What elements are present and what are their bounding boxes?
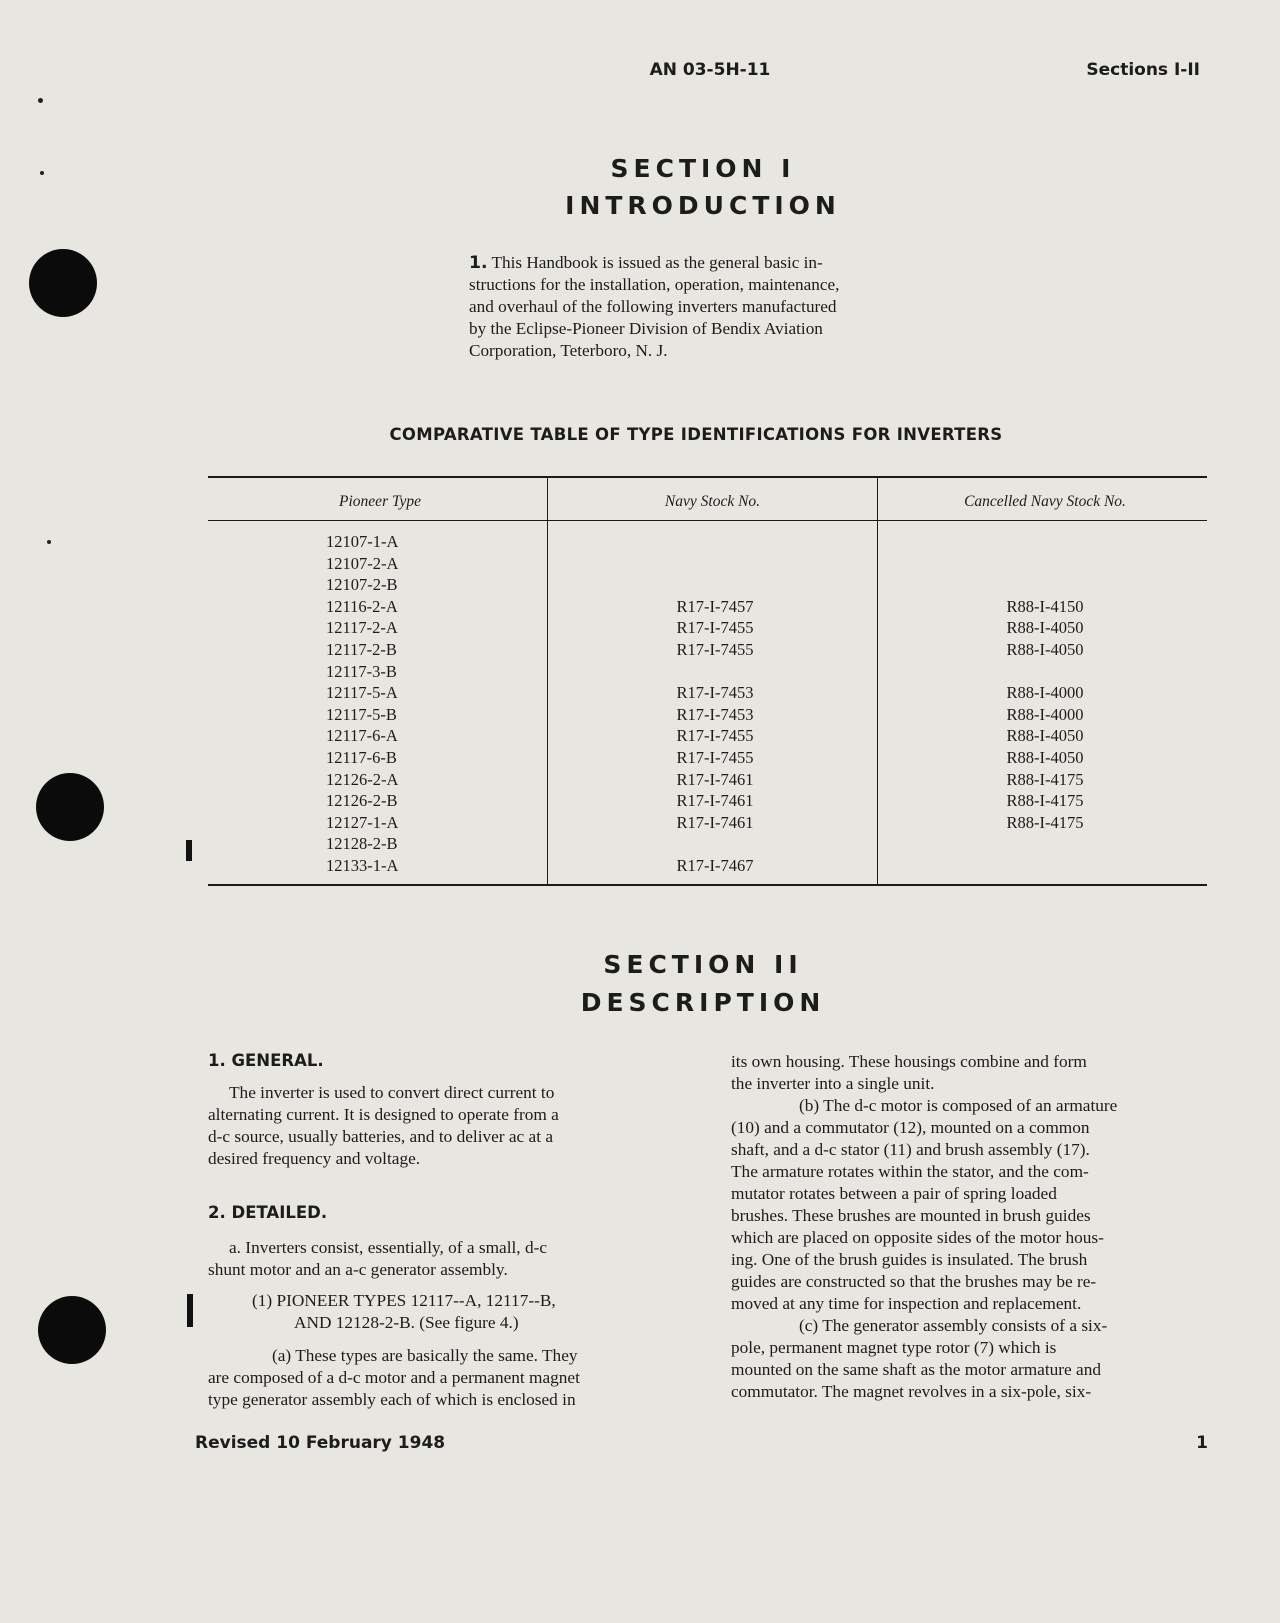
pioneer-type-cell: 12117-3-B <box>326 661 397 681</box>
intro-line: by the Eclipse-Pioneer Division of Bendix Aviation <box>469 319 823 338</box>
margin-mark <box>47 540 51 544</box>
pioneer-type-cell: 12117-2-A <box>326 618 398 638</box>
text-line: The inverter is used to convert direct current to <box>229 1083 555 1102</box>
pioneer-type-cell: 12128-2-B <box>326 834 398 854</box>
table-bottom-rule <box>208 884 1207 886</box>
cancelled-stock-cell: R88-I-4050 <box>1006 726 1084 746</box>
table-top-rule <box>208 476 1207 478</box>
navy-stock-cell: R17-I-7455 <box>676 640 754 659</box>
pioneer-types-subheading <box>252 1290 686 1334</box>
cancelled-stock-cell: R88-I-4175 <box>1006 812 1084 832</box>
general-heading: 1. GENERAL. <box>208 1051 324 1070</box>
text-line: (a) These types are basically the same. They <box>272 1346 578 1365</box>
sections-label: Sections I-II <box>1086 60 1200 80</box>
text-line: d-c source, usually batteries, and to deliver ac at a <box>208 1127 554 1146</box>
text-line: shunt motor and an a-c generator assembly. <box>208 1260 508 1279</box>
binder-hole-bottom <box>38 1296 106 1364</box>
revision-date: Revised 10 February 1948 <box>195 1433 446 1453</box>
pioneer-type-cell: 12107-2-A <box>326 553 399 573</box>
text-line: are composed of a d-c motor and a permanent magnet <box>208 1368 580 1387</box>
pioneer-type-cell: 12107-2-B <box>326 575 398 595</box>
navy-stock-cell: R17-I-7467 <box>676 856 754 875</box>
pioneer-type-cell: 12133-1-A <box>326 856 399 875</box>
section-2-title: DESCRIPTION <box>580 988 826 1017</box>
cancelled-stock-cell: R88-I-4050 <box>1006 748 1084 767</box>
pioneer-type-cell: 12117-5-A <box>326 683 398 703</box>
navy-stock-cell: R17-I-7461 <box>676 769 754 789</box>
navy-stock-cell: R17-I-7453 <box>676 704 754 724</box>
text-line: a. Inverters consist, essentially, of a small, d-c <box>229 1238 548 1257</box>
margin-mark <box>38 98 43 103</box>
text-line: alternating current. It is designed to operate from a <box>208 1105 559 1124</box>
text-line: (1) PIONEER TYPES 12117--A, 12117--B, <box>252 1291 556 1310</box>
col-header-pioneer-type: Pioneer Type <box>339 493 421 510</box>
cancelled-stock-cell: R88-I-4175 <box>1006 791 1084 811</box>
text-line: moved at any time for inspection and replacement. <box>731 1294 1082 1313</box>
cancelled-stock-cell: R88-I-4050 <box>1006 640 1084 659</box>
intro-para-number: 1. <box>469 253 488 273</box>
text-line: desired frequency and voltage. <box>208 1149 421 1168</box>
detailed-heading: 2. DETAILED. <box>208 1203 328 1222</box>
text-line: mounted on the same shaft as the motor armature and <box>731 1360 1101 1379</box>
text-line: type generator assembly each of which is enclosed in <box>208 1390 576 1409</box>
section-1-title: INTRODUCTION <box>565 191 841 220</box>
pioneer-type-cell: 12127-1-A <box>326 812 399 832</box>
intro-paragraph <box>469 252 948 362</box>
text-line: commutator. The magnet revolves in a six-pole, six- <box>731 1382 1092 1401</box>
revision-bar <box>186 840 192 861</box>
text-line: guides are constructed so that the brushes may be re- <box>731 1272 1097 1291</box>
document-number: AN 03-5H-11 <box>649 60 771 80</box>
cancelled-stock-cell: R88-I-4050 <box>1006 618 1084 638</box>
section-2-label: SECTION II <box>603 950 803 979</box>
table-col-divider <box>877 478 878 884</box>
col-header-cancelled-stock: Cancelled Navy Stock No. <box>964 493 1126 510</box>
text-line: (b) The d-c motor is composed of an armature <box>799 1096 1118 1115</box>
text-line: pole, permanent magnet type rotor (7) which is <box>731 1338 1057 1357</box>
cancelled-stock-cell: R88-I-4000 <box>1006 683 1084 703</box>
navy-stock-cell: R17-I-7455 <box>676 618 754 638</box>
pioneer-type-cell: 12126-2-A <box>326 769 399 789</box>
text-line: which are placed on opposite sides of the motor hous- <box>731 1228 1104 1247</box>
cancelled-stock-cell: R88-I-4175 <box>1006 769 1084 789</box>
revision-bar <box>187 1294 193 1327</box>
sub-a-paragraph <box>208 1345 686 1411</box>
text-line: (10) and a commutator (12), mounted on a common <box>731 1118 1090 1137</box>
text-line: shaft, and a d-c stator (11) and brush assembly (17). <box>731 1140 1090 1159</box>
cancelled-stock-cell: R88-I-4150 <box>1006 596 1084 616</box>
section-1-label: SECTION I <box>610 154 796 183</box>
pioneer-type-cell: 12117-5-B <box>326 704 397 724</box>
text-line: mutator rotates between a pair of spring loaded <box>731 1184 1057 1203</box>
binder-hole-top <box>29 249 97 317</box>
text-line: brushes. These brushes are mounted in brush guides <box>731 1206 1091 1225</box>
pioneer-type-cell: 12117-6-A <box>326 726 398 746</box>
intro-line: and overhaul of the following inverters manufactured <box>469 297 837 316</box>
table-header-rule <box>208 520 1207 521</box>
pioneer-type-cell: 12126-2-B <box>326 791 398 811</box>
text-line: its own housing. These housings combine and form <box>731 1052 1087 1071</box>
navy-stock-cell: R17-I-7455 <box>676 748 754 767</box>
navy-stock-cell: R17-I-7453 <box>676 683 754 703</box>
general-paragraph <box>208 1082 686 1170</box>
intro-line: 1. This Handbook is issued as the general basic in- <box>469 253 823 273</box>
col-header-navy-stock: Navy Stock No. <box>664 493 761 510</box>
table-col-divider <box>547 478 548 884</box>
pioneer-type-cell: 12107-1-A <box>326 532 399 551</box>
pioneer-type-cell: 12117-6-B <box>326 748 397 767</box>
navy-stock-cell: R17-I-7457 <box>676 596 754 616</box>
text-line: AND 12128-2-B. (See figure 4.) <box>294 1313 519 1332</box>
pioneer-type-cell: 12117-2-B <box>326 640 397 659</box>
text-line: (c) The generator assembly consists of a six- <box>799 1316 1108 1335</box>
table-title: COMPARATIVE TABLE OF TYPE IDENTIFICATIONS FOR INVERTERS <box>389 425 1003 444</box>
binder-hole-middle <box>36 773 104 841</box>
navy-stock-cell: R17-I-7461 <box>676 791 754 811</box>
page-number: 1 <box>1196 1433 1208 1453</box>
detailed-a-paragraph <box>208 1237 686 1281</box>
navy-stock-cell: R17-I-7461 <box>676 812 754 832</box>
text-line: the inverter into a single unit. <box>731 1074 935 1093</box>
intro-line: structions for the installation, operation, maintenance, <box>469 275 840 294</box>
text-line: The armature rotates within the stator, and the com- <box>731 1162 1089 1181</box>
cancelled-stock-cell: R88-I-4000 <box>1006 704 1084 724</box>
text-line: ing. One of the brush guides is insulated. The brush <box>731 1250 1088 1269</box>
right-column-text <box>731 1051 1213 1403</box>
intro-line: Corporation, Teterboro, N. J. <box>469 341 668 360</box>
navy-stock-cell: R17-I-7455 <box>676 726 754 746</box>
pioneer-type-cell: 12116-2-A <box>326 596 398 616</box>
